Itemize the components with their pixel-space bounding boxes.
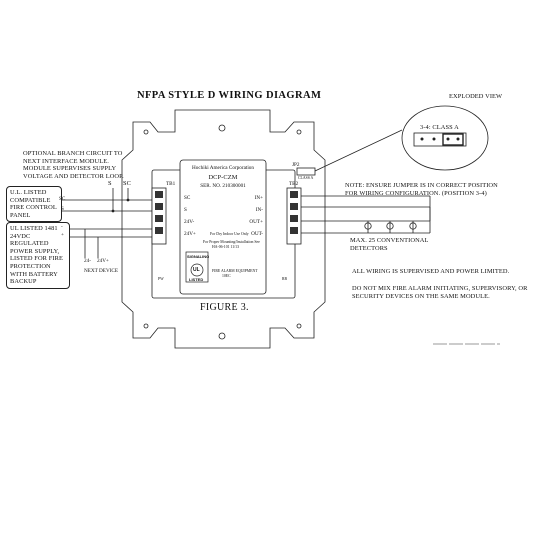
mount-hole-top [219,125,225,131]
jp2-jumper [297,168,315,175]
next-device-24v-plus: 24V+ [97,258,109,264]
top-terminal-sc: SC [123,180,132,187]
top-terminal-s: S [108,180,112,187]
fire-control-panel: U.L. LISTED COMPATIBLE FIRE CONTROL PANEL [6,186,62,222]
panel-terminal-sc: SC [59,196,66,202]
diagram-title: NFPA STYLE D WIRING DIAGRAM [137,90,322,101]
jumper-note: NOTE: ENSURE JUMPER IS IN CORRECT POSITION FOR WIRING CONFIGURATION. (POSITION 3-4) [345,182,498,197]
signaling-logo-text: SIGNALING [187,254,210,259]
psu-minus: - [61,224,63,230]
fire-alarm-equipment-text: FIRE ALARM EQUIPMENT [212,269,258,273]
equipment-code-text: 10EC [222,274,231,278]
mount-hole-right-low [297,324,301,328]
tb1-label: TB1 [166,181,176,187]
figure-label: FIGURE 3. [200,302,249,313]
board-label-left: PW [158,277,164,281]
mount-hole-left-low [144,324,148,328]
jp2-label: JP2 [292,162,300,168]
psu-plus: + [61,232,64,238]
exploded-class-label: 3-4: CLASS A [420,124,459,131]
mount-hole-left [144,130,148,134]
board-label-right: RB [282,277,288,281]
next-device-label: NEXT DEVICE [84,268,119,274]
exploded-view-label: EXPLODED VIEW [449,93,503,100]
power-supply: UL LISTED 1481 24VDC REGULATED POWER SUPPLY, LISTED FOR FIRE PROTECTION WITH BATTERY BACKUP [6,222,70,289]
optional-circuit-note: OPTIONAL BRANCH CIRCUIT TO NEXT INTERFACE MODULE. MODULE SUPERVISES SUPPLY VOLTAGE AND DETECTOR LOOP. [23,150,124,180]
module-left-terminal-24v-plus: 24V+ [184,231,196,237]
module-mounting-note-2: HA-06-101 11/13 [212,245,239,249]
module-mounting-note-1: For Proper Mounting/Installation See [203,240,260,244]
module-right-terminal-out-minus: OUT- [251,231,263,237]
module-model: DCP-CZM [208,174,238,181]
listed-logo-text: LISTED [189,277,204,282]
tb2-label: TB2 [289,181,299,187]
supervised-note: ALL WIRING IS SUPERVISED AND POWER LIMITED. [352,268,510,275]
module-serial: SER. NO. 210300001 [200,183,246,189]
next-device-24-minus: 24- [84,258,91,264]
mix-devices-note: DO NOT MIX FIRE ALARM INITIATING, SUPERVISORY, OR SECURITY DEVICES ON THE SAME MODULE. [352,285,528,300]
module-right-terminal-in-plus: IN+ [254,195,263,201]
mount-hole-bottom [219,333,225,339]
ul-mark: UL [193,267,200,273]
module-left-terminal-24v-minus: 24V- [184,219,195,225]
class-a-small-label: CLASS A [298,176,314,180]
module-right-terminal-out-plus: OUT+ [249,219,263,225]
module-company: Hochiki America Corporation [192,165,254,171]
panel-terminal-s: S [61,206,64,212]
module-right-terminal-in-minus: IN- [255,207,263,213]
module-left-terminal-sc: SC [184,195,191,201]
detectors-label: MAX. 25 CONVENTIONAL DETECTORS [350,237,429,252]
module-indoor-note: For Dry Indoor Use Only [210,232,249,236]
module-left-terminal-s: S [184,207,187,213]
mount-hole-right [297,130,301,134]
